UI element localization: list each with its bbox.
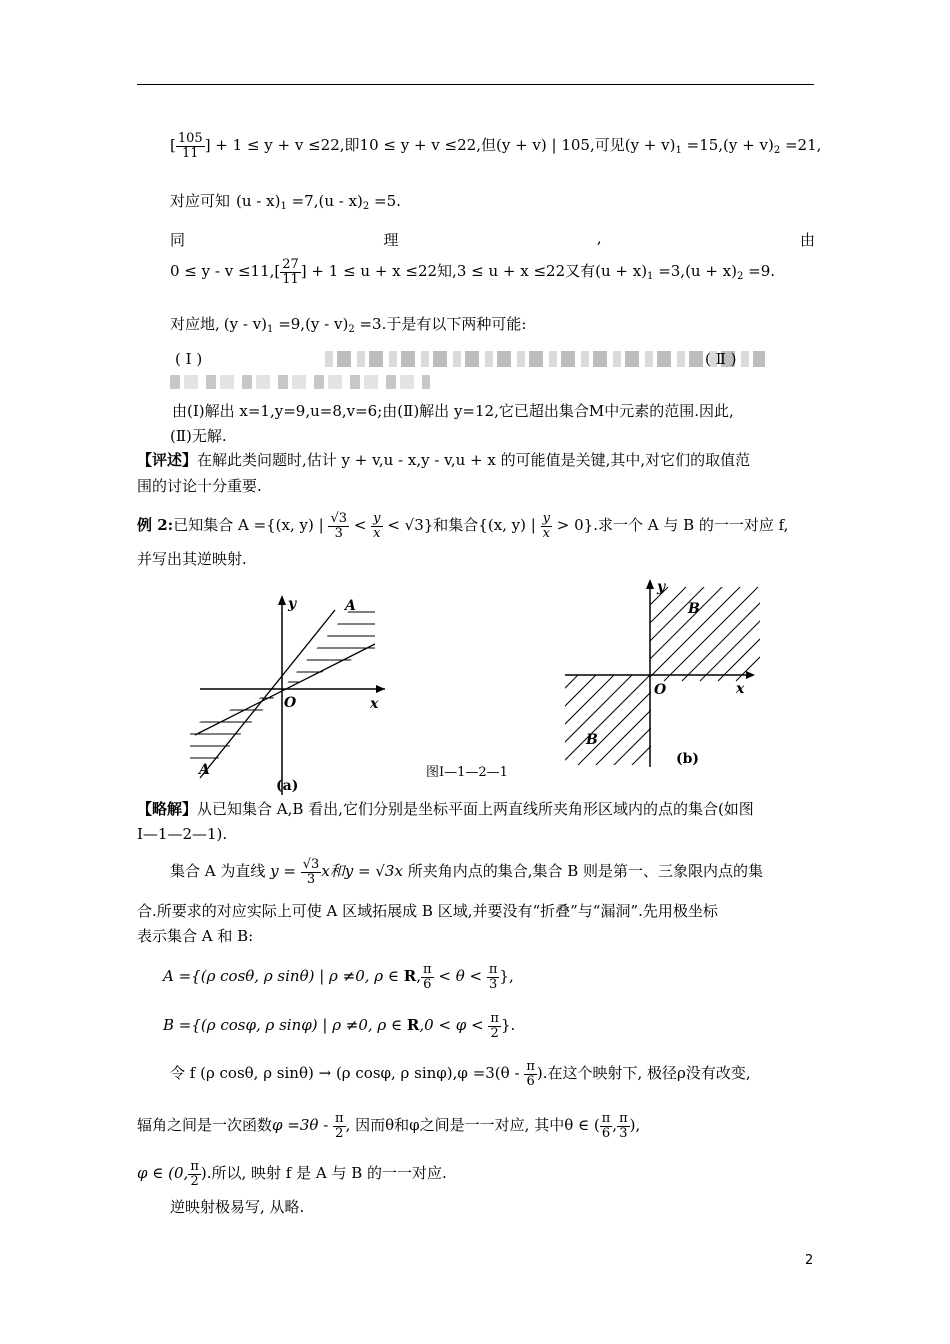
result-line: 由(Ⅰ)解出 x=1,y=9,u=8,v=6;由(Ⅱ)解出 y=12,它已超出集合M中元素的范围.因此,: [172, 402, 734, 420]
line-steep: [200, 610, 335, 778]
garbled-equation-1: [325, 351, 765, 367]
phi-range-conclusion: φ ∈ (0, $\frac{\pi}{2}$ ).所以, 映射 f 是 A 与 B 的一一对应.: [137, 1159, 447, 1189]
a-y-label: y: [288, 596, 297, 612]
set-A-polar: A ={(ρ cosθ, ρ sinθ) | ρ ≠0, ρ ∈ R, $\frac{\pi}{6}$ < θ < $\frac{\pi}{3}$ },: [163, 962, 514, 992]
comment-line-2: 围的讨论十分重要.: [137, 477, 262, 495]
solution-paragraph-2: 集合 A 为直线 y = $\frac{√3}{3}$ x和y = √3x 所夹角内点的集合,集合 B 则是第一、三象限内点的集: [170, 857, 764, 887]
argument-relation: 辐角之间是一次函数φ =3θ - $\frac{\pi}{2}$ , 因而θ和φ之间是一一对应, 其中θ ∈ ( $\frac{\pi}{6}$ , $\frac{\pi}{3}$ ),: [137, 1111, 641, 1141]
figure-a: [190, 590, 395, 800]
a-origin-label: O: [284, 695, 297, 711]
x-arrow-icon: [746, 671, 755, 679]
a-x-label: x: [370, 696, 379, 712]
figure-b: [560, 575, 770, 775]
mapping-definition: 令 f (ρ cosθ, ρ sinθ) → (ρ cosφ, ρ sinφ),φ =3(θ - $\frac{\pi}{6}$ ).在这个映射下, 极径ρ没有改变,: [170, 1059, 751, 1089]
page-number: 2: [805, 1253, 814, 1268]
header-rule: [137, 84, 814, 85]
b-origin-label: O: [654, 682, 667, 698]
figure-caption: 图Ⅰ—1—2—1: [426, 765, 508, 780]
equation-line-5: 对应地, $(y - v)_1 =9,(y - v)_2 =3$.于是有以下两种可能:: [170, 315, 527, 335]
x-arrow-icon: [376, 685, 385, 693]
case-1-label: ( Ⅰ ): [175, 350, 203, 368]
b-y-label: y: [657, 579, 666, 595]
spread-line-3: 同 理 , 由: [170, 229, 815, 249]
no-solution-line: (Ⅱ)无解.: [170, 427, 227, 445]
solution-paragraph-4: 表示集合 A 和 B:: [137, 927, 254, 945]
b-B-top-label: B: [688, 601, 700, 617]
case-2-label: ( Ⅱ ): [705, 350, 737, 368]
b-B-bottom-label: B: [586, 732, 598, 748]
equation-line-1: [ $\frac{105}{11}$ ] + 1 ≤ y + v ≤22,即10 ≤ y + v ≤22,但(y + v) | 105,可见$(y + v)_1 =15,(y + v)_2 =21$,: [170, 131, 822, 161]
hatch-region-b-first-quadrant: [650, 575, 770, 681]
set-B-polar: B ={(ρ cosφ, ρ sinφ) | ρ ≠0, ρ ∈ R,0 < φ < $\frac{\pi}{2}$ }.: [163, 1011, 516, 1041]
y-arrow-icon: [278, 595, 286, 605]
b-caption: (b): [676, 751, 700, 767]
equation-line-4: 0 ≤ y - v ≤11,[ $\frac{27}{11}$ ] + 1 ≤ u + x ≤22知,3 ≤ u + x ≤22又有$(u + x)_1 =3,(u + x)_2 =9$.: [170, 257, 776, 287]
garbled-equation-2: [170, 374, 430, 389]
fraction-105-11: $\frac{105}{11}$: [177, 131, 203, 161]
equation-line-2: 对应可知 $(u - x)_1 =7,(u - x)_2 =5$.: [170, 192, 401, 212]
y-arrow-icon: [646, 579, 654, 589]
a-A-top-label: A: [345, 598, 356, 614]
solution-paragraph-3: 合.所要求的对应实际上可使 A 区域拓展成 B 区域,并要没有“折叠”与“漏洞”.先用极坐标: [137, 902, 718, 920]
b-x-label: x: [736, 681, 745, 697]
comment-line-1: 【评述】在解此类问题时,估计 y + v,u - x,y - v,u + x 的可能值是关键,其中,对它们的取值范: [137, 451, 751, 469]
example-2-line-1: 例 2:已知集合 A ={(x, y) | $\frac{√3}{3}$ < $\frac{y}{x}$ < √3}和集合{(x, y) | $\frac{y}{x}$ > 0}.求一个 A 与 B 的一一对应 f,: [137, 511, 789, 541]
inverse-mapping-note: 逆映射极易写, 从略.: [170, 1198, 305, 1216]
fraction-27-11: $\frac{27}{11}$: [282, 257, 299, 287]
a-caption: (a): [276, 778, 299, 794]
example-2-line-2: 并写出其逆映射.: [137, 550, 247, 568]
hatch-region-a-top: [190, 612, 395, 682]
a-A-bottom-label: A: [199, 762, 210, 778]
solution-line-2: Ⅰ—1—2—1).: [137, 825, 228, 843]
solution-line-1: 【略解】从已知集合 A,B 看出,它们分别是坐标平面上两直线所夹角形区域内的点的集合(如图: [137, 800, 754, 818]
